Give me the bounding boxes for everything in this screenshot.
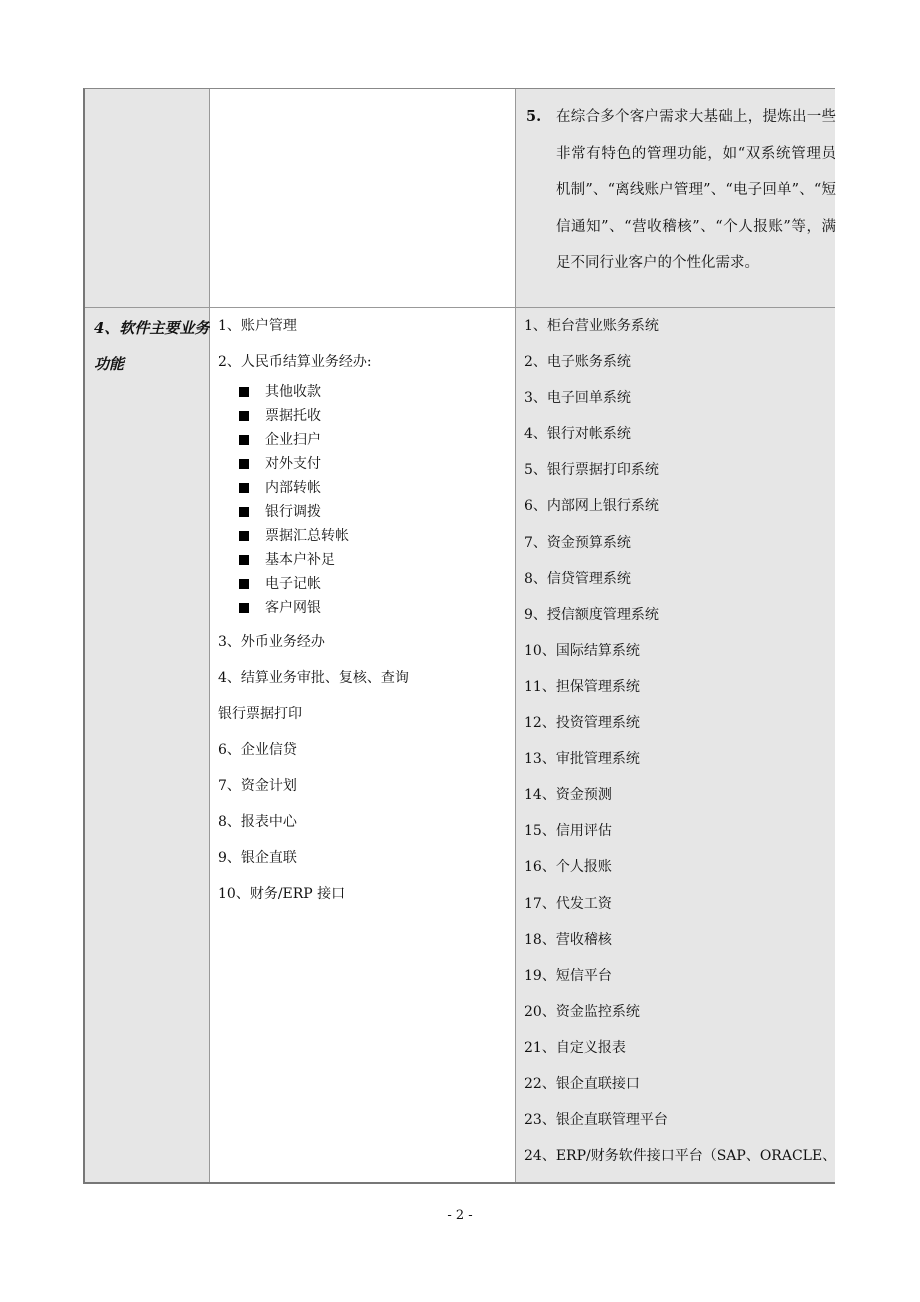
black-square-bullet-icon [239, 411, 249, 421]
system-item: 10、国际结算系统 [524, 642, 640, 659]
rmb-sub-item [218, 428, 409, 452]
feature-item: 4、结算业务审批、复核、查询 [218, 670, 409, 686]
feature-table [83, 88, 835, 1184]
system-item: 15、信用评估 [524, 823, 612, 840]
feature-list-cell [210, 308, 516, 1182]
system-item: 14、资金预测 [524, 787, 612, 804]
feature-item: 1、账户管理 [218, 318, 297, 334]
rmb-sub-item-label: 票据汇总转帐 [265, 528, 349, 544]
black-square-bullet-icon [239, 507, 249, 517]
black-square-bullet-icon [239, 579, 249, 589]
black-square-bullet-icon [239, 459, 249, 469]
system-item: 24、ERP/财务软件接口平台（SAP、ORACLE、 [524, 1148, 837, 1165]
section-label: 4、软件主要业务功能 [94, 319, 210, 373]
rmb-sub-item [218, 596, 409, 620]
feature-item: 8、报表中心 [218, 814, 297, 830]
system-item: 11、担保管理系统 [524, 678, 640, 695]
system-item: 20、资金监控系统 [524, 1003, 640, 1020]
row1-feature-cell [210, 89, 516, 308]
system-item: 2、电子账务系统 [524, 354, 631, 371]
rmb-sub-item [218, 572, 409, 596]
system-item: 9、授信额度管理系统 [524, 606, 659, 623]
system-item: 8、信贷管理系统 [524, 570, 631, 587]
system-list [524, 308, 836, 1174]
feature-item: 7、资金计划 [218, 778, 297, 794]
feature-list [218, 308, 409, 912]
system-item: 18、营收稽核 [524, 931, 612, 948]
system-item: 19、短信平台 [524, 967, 612, 984]
system-item: 16、个人报账 [524, 859, 612, 876]
feature-item: 银行票据打印 [218, 706, 302, 722]
rmb-sub-item [218, 500, 409, 524]
system-item: 1、柜台营业账务系统 [524, 318, 659, 334]
rmb-sub-item-label: 其他收款 [265, 384, 321, 400]
rmb-sub-list [218, 380, 409, 620]
rmb-sub-item-label: 内部转帐 [265, 480, 321, 496]
row1-label-cell [85, 89, 210, 308]
system-item: 6、内部网上银行系统 [524, 498, 659, 515]
feature-item: 3、外币业务经办 [218, 634, 325, 650]
rmb-sub-item-label: 企业扫户 [265, 432, 321, 448]
system-item: 7、资金预算系统 [524, 534, 631, 551]
rmb-sub-item [218, 548, 409, 572]
system-item: 4、银行对帐系统 [524, 426, 631, 443]
system-item: 21、自定义报表 [524, 1039, 626, 1056]
system-item: 17、代发工资 [524, 895, 612, 912]
black-square-bullet-icon [239, 531, 249, 541]
black-square-bullet-icon [239, 387, 249, 397]
black-square-bullet-icon [239, 603, 249, 613]
row2-label-cell [85, 308, 210, 1182]
rmb-sub-item [218, 380, 409, 404]
system-item: 3、电子回单系统 [524, 390, 631, 407]
rmb-sub-item-label: 银行调拨 [265, 504, 321, 520]
system-item: 5、银行票据打印系统 [524, 462, 659, 479]
rmb-sub-item [218, 476, 409, 500]
system-list-cell [516, 308, 835, 1182]
system-item: 22、银企直联接口 [524, 1075, 640, 1092]
rmb-sub-item-label: 电子记帐 [265, 576, 321, 592]
rmb-sub-item [218, 524, 409, 548]
page-number: - 2 - [447, 1208, 473, 1223]
rmb-sub-item-label: 对外支付 [265, 456, 321, 472]
feature-item: 10、财务/ERP 接口 [218, 886, 346, 902]
feature-item: 6、企业信贷 [218, 742, 297, 758]
rmb-sub-item-label: 客户网银 [265, 600, 321, 616]
black-square-bullet-icon [239, 435, 249, 445]
system-item: 23、银企直联管理平台 [524, 1112, 668, 1129]
rmb-sub-item-label: 票据托收 [265, 408, 321, 424]
note-number: 5. [526, 108, 542, 125]
system-item: 12、投资管理系统 [524, 715, 640, 732]
rmb-sub-item [218, 452, 409, 476]
rmb-sub-item-label: 基本户补足 [265, 552, 335, 568]
note-text: 在综合多个客户需求大基础上，提炼出一些非常有特色的管理功能，如“双系统管理员机制”、“离线账户管理”、“电子回单”、“短信通知”、“营收稽核”、“个人报账”等，满足不同行业客户的个性化需求。 [556, 109, 836, 271]
feature-item: 2、人民币结算业务经办: [218, 354, 372, 370]
row1-note-cell [516, 89, 835, 308]
feature-item: 9、银企直联 [218, 850, 297, 866]
system-item: 13、审批管理系统 [524, 751, 640, 768]
rmb-sub-item [218, 404, 409, 428]
black-square-bullet-icon [239, 555, 249, 565]
black-square-bullet-icon [239, 483, 249, 493]
